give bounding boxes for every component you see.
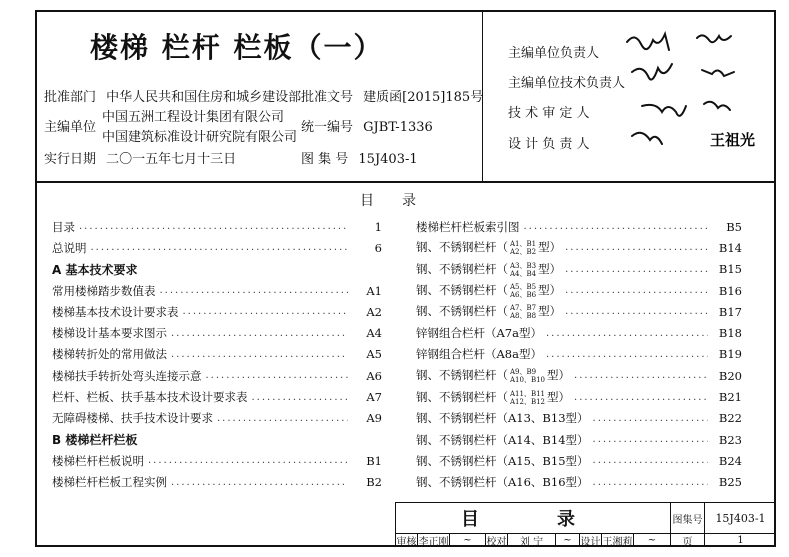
chief-unit-label: 主编单位 [44,120,97,135]
toc-entry-title [416,367,574,384]
toc-entry-title-text: 钢、不锈钢栏杆（ [416,240,508,255]
signature-mark [627,34,669,50]
toc-entry-title [52,283,160,299]
toc-right-column [416,216,742,493]
toc-entry [52,472,382,493]
toc-entry-title [52,453,148,469]
toc-entry-title-text: 楼梯栏杆栏板工程实例 [52,475,167,490]
toc-entry-title [52,219,79,235]
toc-entry [52,216,382,237]
toc-entry-page: A1 [366,283,382,298]
toc-entry [52,386,382,407]
toc-entry [416,322,742,343]
toc-entry-title [416,261,565,278]
unified-no-label: 统一编号 [301,120,354,135]
toc-entry-title-text: 钢、不锈钢栏杆（A14、B14型） [416,432,589,447]
toc-entry-title [416,389,574,406]
header-bottom-rule [35,181,776,183]
toc-leader-dots [160,285,349,296]
toc-entry-title [416,219,524,235]
toc-entry [416,365,742,386]
chief-unit-2: 中国建筑标准设计研究院有限公司 [102,130,298,145]
toc-entry [416,408,742,429]
toc-leader-dots [565,285,708,296]
toc-entry-title-text: 钢、不锈钢栏杆（ [416,261,508,276]
toc-entry [416,472,742,493]
toc-entry-title-text: 锌钢组合栏杆（A7a型） [416,326,542,341]
toc-leader-dots [171,349,348,360]
toc-entry-title-suffix: 型） [547,389,571,404]
toc-entry-page: A6 [366,368,382,383]
toc-entry-page: B2 [366,475,382,490]
toc-entry-page: B25 [718,475,742,490]
toc-entry-page: 1 [374,219,382,234]
toc-leader-dots [574,392,708,403]
toc-entry [416,301,742,322]
toc-leader-dots [91,242,349,253]
toc-entry-title [52,346,171,362]
toc-entry-title [52,261,141,278]
toc-leader-dots [148,455,348,466]
toc-entry-title [52,240,91,256]
toc-section-heading [52,429,382,450]
toc-entry-type-code: A5、B5 [510,283,537,292]
toc-entry [416,280,742,301]
unified-no-row [301,116,433,135]
toc-entry-page: B19 [718,347,742,362]
toc-leader-dots [183,306,349,317]
toc-entry-type-fraction [510,240,536,256]
toc-entry-title-text: 钢、不锈钢栏杆（A16、B16型） [416,475,589,490]
toc-leader-dots [593,413,708,424]
sig-row-design: 设 计 负 责 人 [508,137,590,152]
signature-mark [697,35,731,42]
toc-leader-dots [171,328,348,339]
reviewer-name: 李正刚 [417,533,449,547]
toc-entry-type-code: A6、B6 [510,291,537,300]
handwritten-signatures [612,20,772,160]
design-label: 设计 [579,533,601,547]
toc-entry-page: B24 [718,453,742,468]
atlas-number: 15J403-1 [704,502,776,533]
checker-signature: ~ [555,533,579,547]
toc-section-heading [52,259,382,280]
toc-entry-page: B23 [718,432,742,447]
approval-doc-label: 批准文号 [301,90,354,105]
toc-entry-page: A2 [366,304,382,319]
toc-entry-title-suffix: 型） [538,283,562,298]
toc-leader-dots [593,434,708,445]
sig-row-chief: 主编单位负责人 [508,46,600,61]
toc-entry-page: B22 [718,411,742,426]
toc-left-column [52,216,382,493]
toc-entry-type-code: A12、B12 [510,397,546,406]
atlas-no-label: 图 集 号 [301,152,349,167]
designer-signature-small: ~ [633,533,670,547]
toc-entry [52,322,382,343]
toc-entry-type-code: A4、B4 [510,269,537,278]
toc-entry-title [52,325,171,341]
chief-unit-1: 中国五洲工程设计集团有限公司 [102,110,285,125]
toc-entry [416,216,742,237]
review-label: 审核 [395,533,417,547]
toc-entry-title-text: B 楼梯栏杆栏板 [52,433,138,448]
toc-leader-dots [565,306,708,317]
toc-entry-title [52,304,183,320]
toc-entry-page: 6 [374,240,382,255]
toc-leader-dots [565,242,708,253]
toc-entry-page: B5 [726,219,742,234]
toc-entry-type-code: A2、B2 [510,248,537,257]
toc-entry-type-code: A10、B10 [510,376,546,385]
toc-entry-page: B1 [366,453,382,468]
toc-entry-page: B20 [718,368,742,383]
toc-entry-title-suffix: 型） [538,240,562,255]
toc-entry-title-suffix: 型） [547,368,571,383]
toc-entry-title [416,432,593,448]
toc-entry-type-fraction [510,262,536,278]
toc-entry [52,280,382,301]
toc-entry-page: B15 [718,262,742,277]
approval-doc: 建质函[2015]185号 [363,90,484,105]
toc-title: 目 录 [360,193,416,209]
effective-date-row [44,148,236,167]
title-block-name: 目 录 [395,502,670,533]
toc-entry-title-text: 钢、不锈钢栏杆（ [416,368,508,383]
toc-entry-title-text: 钢、不锈钢栏杆（ [416,304,508,319]
toc-entry-title-text: 楼梯转折处的常用做法 [52,347,167,362]
toc-entry-title-text: A 基本技术要求 [52,262,138,277]
toc-leader-dots [546,349,708,360]
toc-leader-dots [217,413,348,424]
toc-entry-type-fraction [510,283,536,299]
signature-mark [704,102,730,110]
atlas-title: 楼梯 栏杆 栏板（一） [90,31,384,64]
toc-entry [416,429,742,450]
toc-entry [52,237,382,258]
toc-entry-type-code: A7、B7 [510,304,537,313]
toc-entry-title [52,474,171,490]
approving-dept-row [44,86,301,105]
toc-entry-title [416,303,565,320]
atlas-label: 图集号 [670,502,704,533]
toc-leader-dots [252,392,349,403]
toc-entry-page: B14 [718,240,742,255]
toc-entry-title [416,410,593,426]
reviewer-signature: ~ [449,533,485,547]
toc-entry-title-text: 总说明 [52,240,87,255]
toc-entry-title [416,282,565,299]
toc-entry-page: A7 [366,390,382,405]
toc-entry-page: A5 [366,347,382,362]
toc-entry-page: B16 [718,283,742,298]
toc-entry-title [416,453,593,469]
checker-name: 刘 宁 [507,533,555,547]
toc-entry-type-code: A3、B3 [510,261,537,270]
toc-entry-title [416,346,546,362]
toc-entry-type-fraction [510,368,545,384]
toc-entry-title-text: 楼梯栏杆栏板索引图 [416,219,520,234]
page-number: 1 [704,533,776,547]
toc-entry [52,365,382,386]
toc-entry-title-text: 目录 [52,219,75,234]
approval-doc-row [301,86,483,105]
toc-entry [416,237,742,258]
toc-entry-title-text: 钢、不锈钢栏杆（ [416,389,508,404]
toc-entry-title-suffix: 型） [538,261,562,276]
sig-row-tech: 主编单位技术负责人 [508,76,626,91]
toc-entry-title-text: 楼梯扶手转折处弯头连接示意 [52,368,202,383]
sig-row-review: 技 术 审 定 人 [508,106,590,121]
toc-entry-title-text: 钢、不锈钢栏杆（ [416,283,508,298]
toc-entry-type-code: A8、B8 [510,312,537,321]
toc-entry-type-code: A1、B1 [510,240,537,249]
toc-entry-title-text: 常用楼梯踏步数值表 [52,283,156,298]
effective-date-label: 实行日期 [44,152,97,167]
signature-mark [642,105,686,116]
page-label: 页 [670,533,704,547]
toc-entry [416,259,742,280]
effective-date: 二〇一五年七月十三日 [106,152,237,167]
toc-entry-page: B17 [718,304,742,319]
title-block [395,502,776,547]
toc-entry [416,386,742,407]
toc-entry-title [416,474,593,490]
toc-leader-dots [593,455,708,466]
toc-entry-page: A4 [366,326,382,341]
toc-entry-title-text: 栏杆、栏板、扶手基本技术设计要求表 [52,390,248,405]
toc-leader-dots [206,370,349,381]
toc-entry-title-suffix: 型） [538,304,562,319]
toc-entry [52,344,382,365]
toc-entry [52,450,382,471]
toc-entry-title-text: 钢、不锈钢栏杆（A15、B15型） [416,453,589,468]
toc-entry-page: A9 [366,411,382,426]
approving-dept-label: 批准部门 [44,90,97,105]
signature-mark [702,70,734,76]
toc-entry-title [52,431,141,448]
toc-leader-dots [171,477,348,488]
toc-entry [52,408,382,429]
toc-entry-type-code: A11、B11 [510,389,546,398]
approving-dept: 中华人民共和国住房和城乡建设部 [106,90,302,105]
toc-entry-title-text: 楼梯设计基本要求图示 [52,326,167,341]
signature-mark [632,64,672,80]
atlas-no: 15J403-1 [358,152,418,167]
toc-leader-dots [524,221,709,232]
check-label: 校对 [485,533,507,547]
toc-entry-type-fraction [510,304,536,320]
toc-entry [416,450,742,471]
toc-leader-dots [79,221,348,232]
signature-mark [632,133,662,144]
toc-leader-dots [565,264,708,275]
toc-entry-type-code: A9、B9 [510,368,537,377]
toc-entry-title [416,239,565,256]
toc-entry [52,301,382,322]
atlas-no-row [301,148,418,167]
toc-entry-title [52,368,206,384]
toc-leader-dots [546,328,708,339]
toc-leader-dots [593,477,708,488]
toc-leader-dots [574,370,708,381]
designer-name: 王湘莉 [601,533,633,547]
toc-entry-title [52,410,217,426]
designer-signature: 王祖光 [710,131,756,149]
toc-entry-title-text: 无障碍楼梯、扶手技术设计要求 [52,411,213,426]
unified-no: GJBT-1336 [363,120,433,135]
toc-entry-title [416,325,546,341]
toc-entry [416,344,742,365]
toc-entry-type-fraction [510,390,545,406]
toc-entry-title [52,389,252,405]
toc-entry-title-text: 楼梯栏杆栏板说明 [52,453,144,468]
toc-entry-title-text: 钢、不锈钢栏杆（A13、B13型） [416,411,589,426]
toc-entry-title-text: 楼梯基本技术设计要求表 [52,304,179,319]
toc-entry-page: B21 [718,390,742,405]
toc-entry-page: B18 [718,326,742,341]
toc-entry-title-text: 锌钢组合栏杆（A8a型） [416,347,542,362]
